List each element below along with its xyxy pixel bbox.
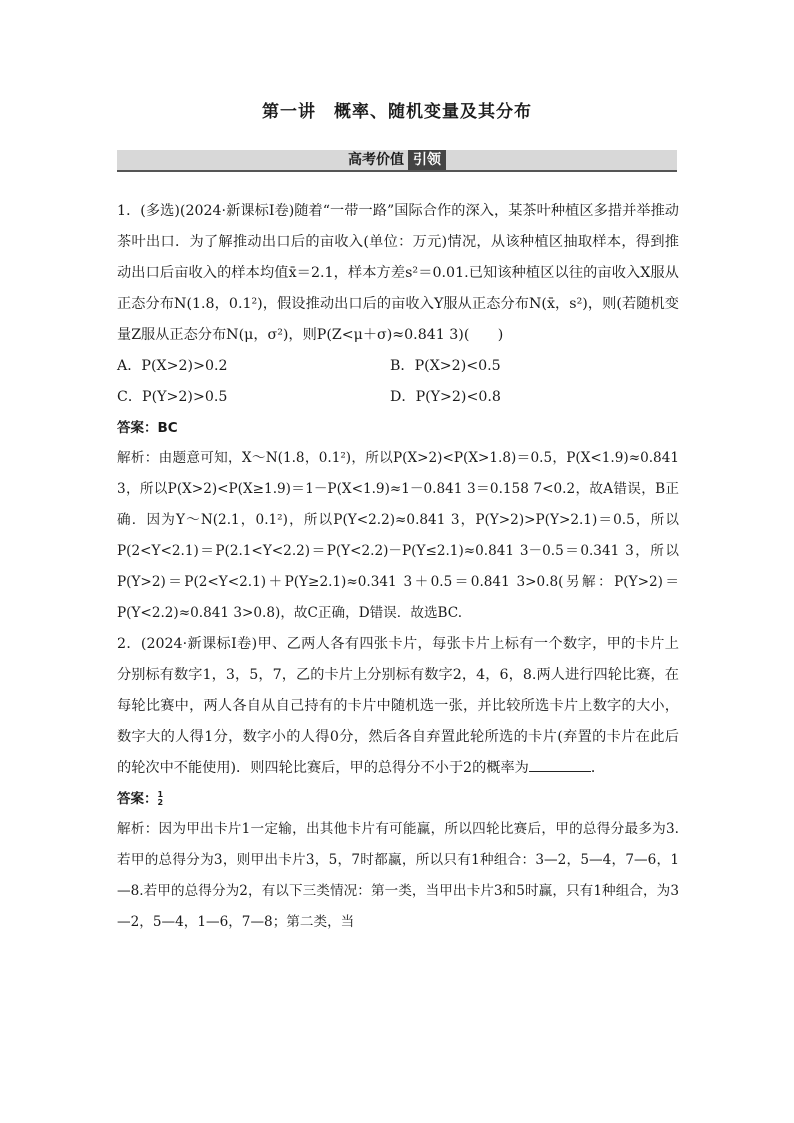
answer-label: 答案： [117, 791, 158, 807]
fraction-numerator: 1 [157, 790, 164, 799]
question-1-solution: 解析：由题意可知，X～N(1.8，0.1²)，所以P(X>2)<P(X>1.8)＝0.5，P(X<1.9)≈0.841 3，所以P(X>2)<P(X≥1.9)＝1－P(X<1.9)≈1－0.841 3＝0.158 7<0.2，故A错误，B正确．因为Y～N(2.1，0.1²)，所以P(Y<2.2)≈0.841 3，P(Y>2)>P(Y>2.1)＝0.5，所以P(2<Y<2.1)＝P(2.1<Y<2.2)＝P(Y<2.2)－P(Y≤2.1)≈0.841 3－0.5＝0.341 3，所以P(Y>2)＝P(2<Y<2.1)＋P(Y≥2.1)≈0.341 3＋0.5＝0.841 3>0.8(另解：P(Y>2)＝P(Y<2.2)≈0.841 3>0.8)，故C正确，D错误．故选BC. [117, 450, 679, 621]
question-1-answer: 答案：BC [117, 420, 178, 436]
answer-blank [529, 757, 591, 772]
banner-text [117, 150, 677, 170]
banner-label: 高考价值 [348, 152, 404, 168]
options-row-2 [117, 382, 679, 413]
section-banner [117, 150, 677, 172]
question-2-end: ． [590, 760, 606, 776]
answer-fraction [158, 791, 164, 807]
question-2-solution: 解析：因为甲出卡片1一定输，出其他卡片有可能赢，所以四轮比赛后，甲的总得分最多为3.若甲的总得分为3，则甲出卡片3，5，7时都赢，所以只有1种组合：3—2，5—4，7—6，1—8.若甲的总得分为2，有以下三类情况：第一类，当甲出卡片3和5时赢，只有1种组合，为3—2，5—4，1—6，7—8；第二类，当 [117, 821, 679, 930]
question-2-text: 2．(2024·新课标Ⅰ卷)甲、乙两人各有四张卡片，每张卡片上标有一个数字，甲的卡片上分别标有数字1，3，5，7，乙的卡片上分别标有数字2，4，6，8.两人进行四轮比赛，在每轮比赛中，两人各自从自己持有的卡片中随机选一张，并比较所选卡片上数字的大小，数字大的人得1分，数字小的人得0分，然后各自弃置此轮所选的卡片(弃置的卡片在此后的轮次中不能使用)．则四轮比赛后，甲的总得分不小于2的概率为 [117, 636, 679, 776]
fraction-denominator: 2 [157, 798, 164, 807]
question-2-answer [117, 784, 679, 814]
question-2-stem [117, 629, 679, 784]
option-b: B．P(X>2)<0.5 [390, 358, 501, 374]
option-a: A．P(X>2)>0.2 [117, 358, 228, 374]
option-c: C．P(Y>2)>0.5 [117, 389, 228, 405]
options-row-1 [117, 351, 679, 382]
page-title: 第一讲 概率、随机变量及其分布 [262, 102, 532, 122]
content [117, 196, 679, 938]
question-1-stem: 1．(多选)(2024·新课标Ⅰ卷)随着“一带一路”国际合作的深入，某茶叶种植区多措并举推动茶叶出口．为了解推动出口后的亩收入(单位：万元)情况，从该种植区抽取样本，得到推动出口后亩收入的样本均值x̄＝2.1，样本方差s²＝0.01.已知该种植区以往的亩收入X服从正态分布N(1.8，0.1²)，假设推动出口后的亩收入Y服从正态分布N(x̄，s²)，则(若随机变量Z服从正态分布N(μ，σ²)，则P(Z<μ＋σ)≈0.841 3)( ) [117, 203, 679, 343]
option-d: D．P(Y>2)<0.8 [390, 389, 501, 405]
banner-tag: 引领 [408, 150, 446, 170]
